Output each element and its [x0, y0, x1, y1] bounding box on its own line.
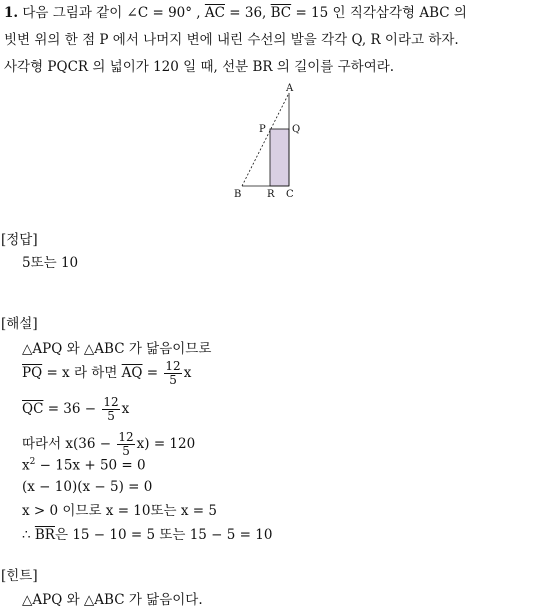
label-r: R [267, 189, 275, 200]
solution-line-1: △APQ 와 △ABC 가 닮음이므로 [22, 341, 212, 357]
problem-number: 1. [4, 5, 19, 21]
label-b: B [234, 189, 242, 200]
label-q: Q [292, 124, 301, 135]
segment-br: $\overline{BR}$ [34, 527, 55, 543]
numerator: 12 [103, 395, 119, 409]
label-a: A [286, 83, 294, 94]
math-text: = 36 − [43, 401, 101, 417]
fraction [102, 396, 119, 423]
numerator: 12 [165, 359, 181, 373]
problem-line-3: 사각형 PQCR 의 넓이가 120 일 때, 선분 BR 의 길이를 구하여라. [4, 59, 395, 75]
triangle-figure [225, 78, 315, 203]
solution-line-3 [22, 396, 129, 423]
problem-text: 다음 그림과 같이 ∠C = 90° , [22, 5, 205, 21]
segment-qc: $\overline{QC}$ [22, 401, 44, 417]
segment-pq: $\overline{PQ}$ [22, 365, 43, 381]
problem-text: = 15 인 직각삼각형 ABC 의 [291, 5, 467, 21]
solution-line-5 [22, 453, 146, 475]
answer-header: [정답] [1, 232, 38, 248]
therefore-symbol: ∴ [22, 527, 35, 543]
rectangle-pqcr [270, 129, 289, 186]
math-text: 은 15 − 10 = 5 또는 15 − 5 = 10 [54, 527, 273, 543]
numerator: 12 [118, 430, 134, 444]
label-c: C [286, 189, 294, 200]
denominator: 5 [107, 409, 115, 423]
answer-text: 5또는 10 [22, 255, 79, 271]
math-text: 따라서 x(36 − [22, 436, 116, 452]
hint-text: △APQ 와 △ABC 가 닮음이다. [22, 592, 203, 608]
solution-line-8 [22, 526, 272, 544]
denominator: 5 [169, 373, 177, 387]
label-p: P [259, 124, 266, 135]
solution-line-2 [22, 360, 191, 387]
hint-header: [힌트] [1, 568, 38, 584]
math-text: x [183, 365, 192, 381]
math-text: x [22, 457, 30, 474]
solution-header: [해설] [1, 316, 38, 332]
problem-line-1 [4, 4, 467, 22]
math-text: x [121, 401, 130, 417]
solution-line-7: x > 0 이므로 x = 10또는 x = 5 [22, 503, 217, 519]
math-text: x) = 120 [136, 436, 196, 452]
segment-ac: $\overline{AC}$ [204, 5, 225, 21]
problem-text: = 36, [224, 5, 271, 21]
math-text: = [142, 365, 163, 381]
denominator: 5 [122, 444, 130, 458]
solution-line-6: (x − 10)(x − 5) = 0 [22, 479, 153, 495]
segment-bc: $\overline{BC}$ [270, 5, 292, 21]
problem-line-2: 빗변 위의 한 점 P 에서 나머지 변에 내린 수선의 발을 각각 Q, R 이라고 하자. [4, 32, 459, 48]
exponent: 2 [29, 457, 36, 467]
math-text: = x 라 하면 [42, 365, 122, 381]
math-text: − 15x + 50 = 0 [35, 457, 146, 474]
fraction [164, 360, 181, 387]
segment-aq: $\overline{AQ}$ [121, 365, 143, 381]
